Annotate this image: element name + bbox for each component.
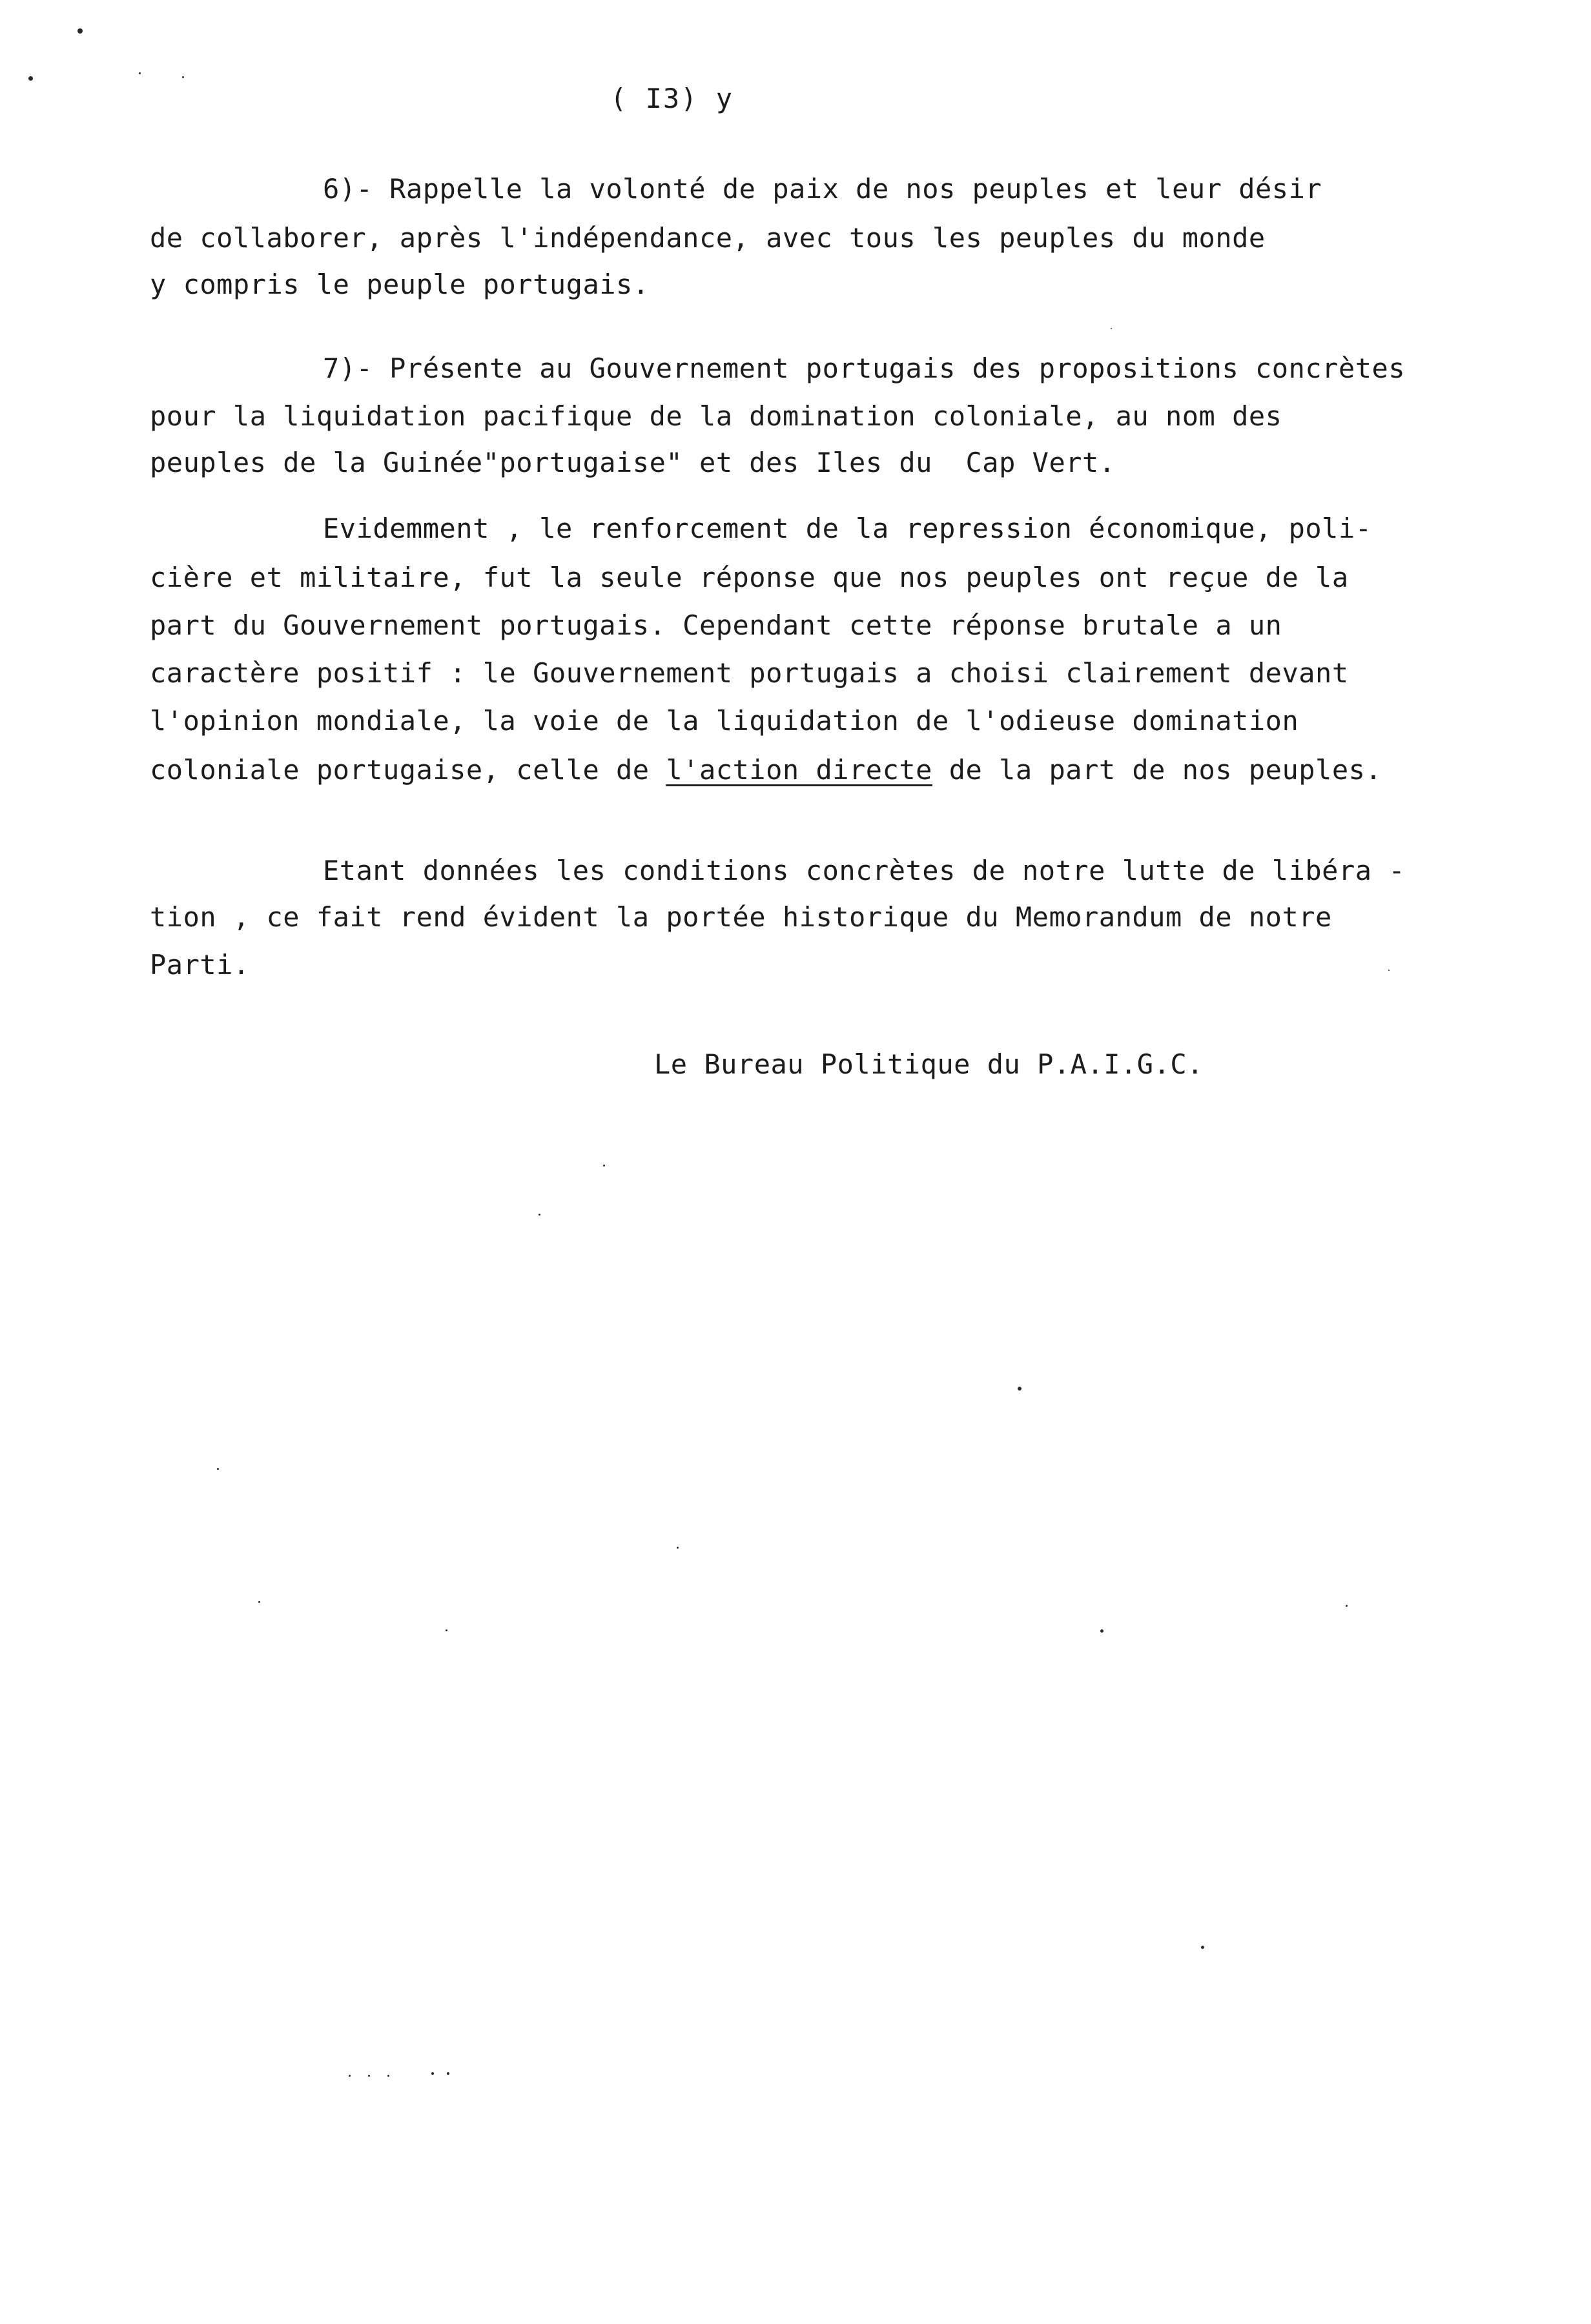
line-6-before-text: coloniale portugaise, celle de <box>150 754 666 786</box>
underlined-action-directe: l'action directe <box>666 754 932 786</box>
paragraph-7-line-3: peuples de la Guinée"portugaise" et des Iles du Cap Vert. <box>150 447 1116 478</box>
scan-speck <box>1111 328 1112 329</box>
scan-speck <box>447 2072 449 2075</box>
scan-speck <box>258 1601 260 1603</box>
line-6-after-text: de la part de nos peuples. <box>932 754 1382 786</box>
paragraph-evidemment-line-4: caractère positif : le Gouvernement portugais a choisi clairement devant <box>150 657 1349 689</box>
paragraph-evidemment-line-6 <box>150 754 1382 786</box>
paragraph-evidemment-line-2: cière et militaire, fut la seule réponse que nos peuples ont reçue de la <box>150 562 1349 593</box>
scan-speck <box>539 1214 540 1216</box>
paragraph-etant-line-2: tion , ce fait rend évident la portée historique du Memorandum de notre <box>150 901 1332 933</box>
scan-speck <box>139 72 141 74</box>
scan-speck <box>1100 1629 1103 1633</box>
paragraph-6-line-1: 6)- Rappelle la volonté de paix de nos peuples et leur désir <box>323 173 1322 205</box>
paragraph-evidemment-line-5: l'opinion mondiale, la voie de la liquidation de l'odieuse domination <box>150 705 1299 737</box>
scan-speck <box>677 1547 679 1549</box>
paragraph-7-line-1: 7)- Présente au Gouvernement portugais des propositions concrètes <box>323 352 1406 384</box>
scan-speck <box>387 2075 389 2077</box>
scan-speck <box>603 1165 605 1167</box>
scan-speck <box>1346 1605 1348 1607</box>
scan-speck <box>446 1629 447 1631</box>
paragraph-7-line-2: pour la liquidation pacifique de la domination coloniale, au nom des <box>150 400 1282 432</box>
scan-speck <box>77 28 83 34</box>
scan-speck <box>349 2075 351 2077</box>
scan-speck <box>1018 1387 1021 1391</box>
scan-speck <box>1388 970 1390 971</box>
page-number-header: ( I3) y <box>610 83 734 114</box>
scan-speck <box>1201 1946 1204 1949</box>
scan-speck <box>368 2075 370 2077</box>
scan-speck <box>431 2072 434 2075</box>
paragraph-6-line-3: y compris le peuple portugais. <box>150 269 650 300</box>
paragraph-etant-line-1: Etant données les conditions concrètes de notre lutte de libéra - <box>323 855 1406 886</box>
scan-speck <box>217 1468 219 1470</box>
scan-speck <box>28 76 33 81</box>
scan-speck <box>182 76 184 78</box>
paragraph-6-line-2: de collaborer, après l'indépendance, avec tous les peuples du monde <box>150 222 1266 254</box>
paragraph-etant-line-3: Parti. <box>150 949 250 981</box>
paragraph-evidemment-line-1: Evidemment , le renforcement de la repression économique, poli- <box>323 513 1372 544</box>
paragraph-evidemment-line-3: part du Gouvernement portugais. Cependant cette réponse brutale a un <box>150 609 1282 641</box>
signature-line: Le Bureau Politique du P.A.I.G.C. <box>654 1048 1204 1080</box>
